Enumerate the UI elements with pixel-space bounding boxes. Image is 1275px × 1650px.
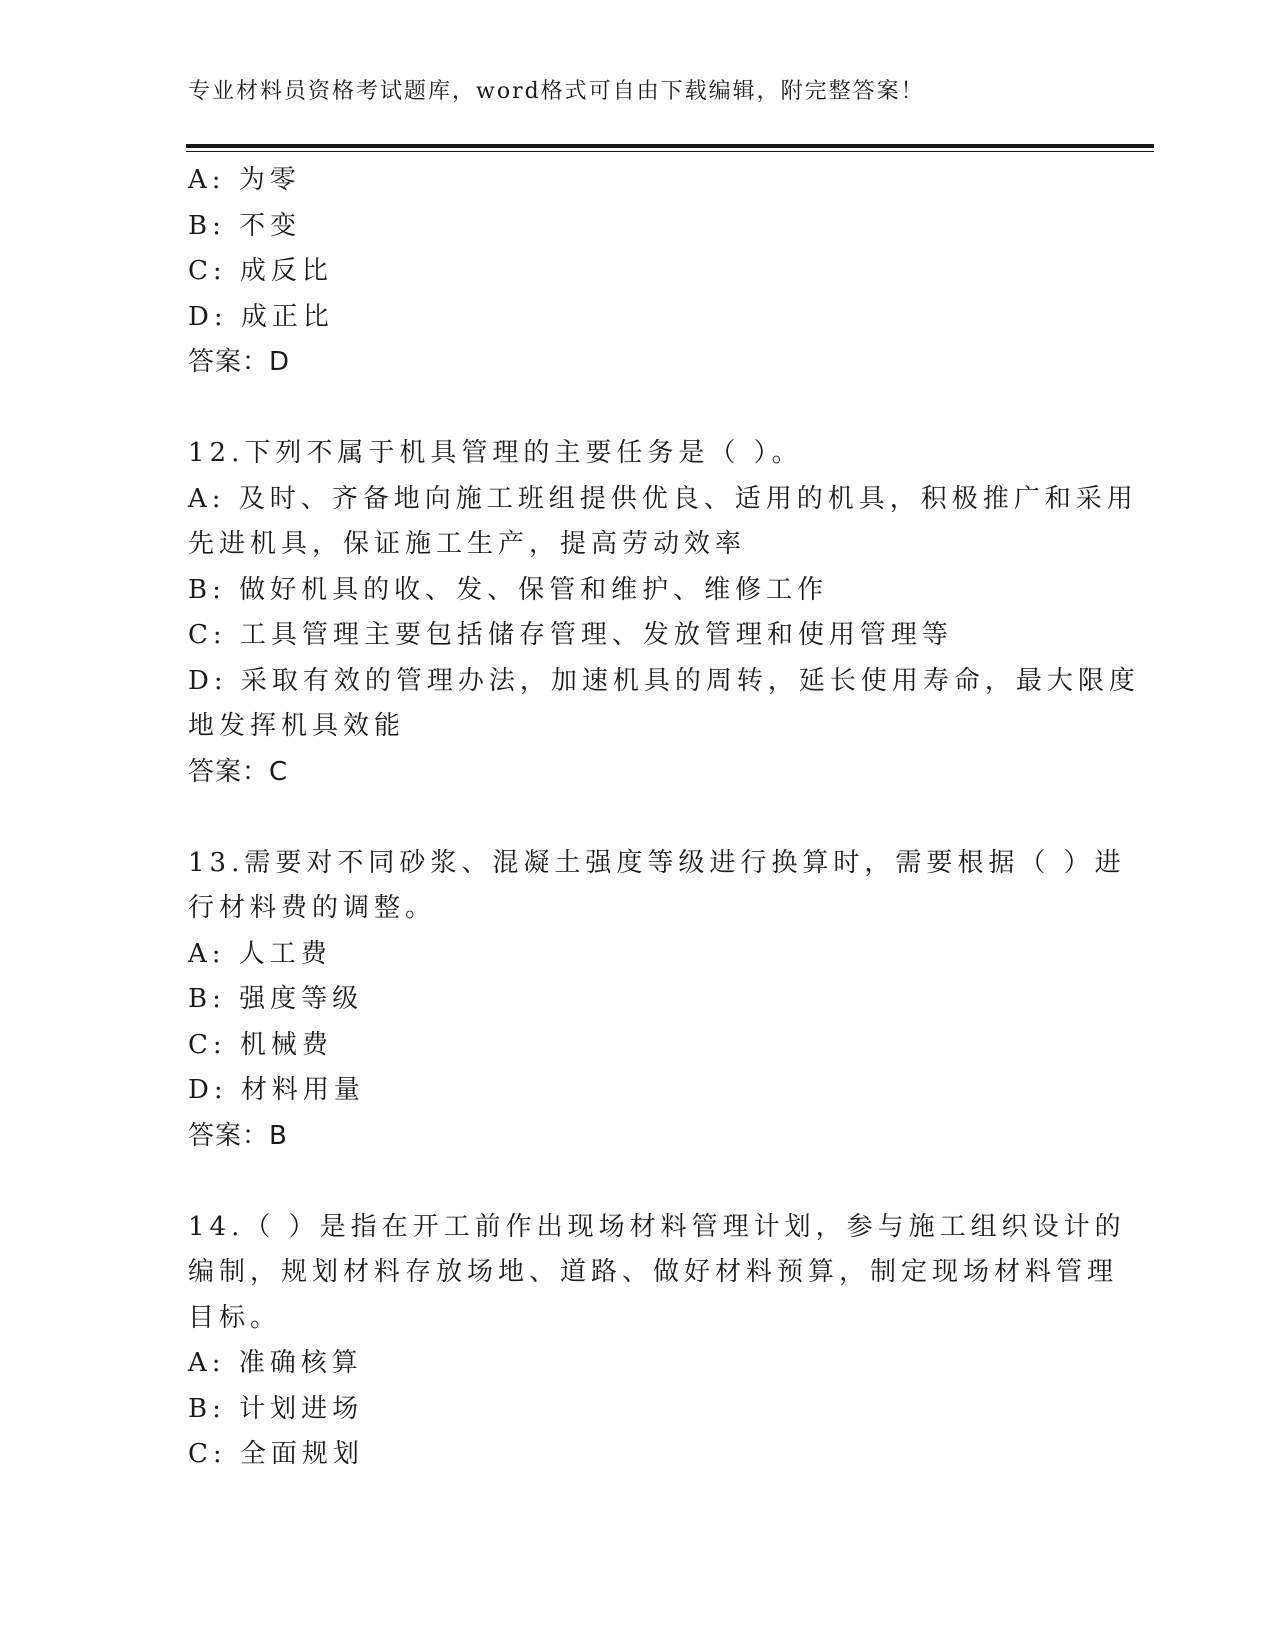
option-a: A: 为零 [188, 165, 301, 195]
option-c: C: 机械费 [188, 1029, 333, 1060]
answer-line: 答案：C [188, 756, 289, 787]
option-b: B: 计划进场 [188, 1393, 364, 1424]
option-b: B: 做好机具的收、发、保管和维护、维修工作 [188, 574, 829, 605]
question-11 [188, 158, 1088, 386]
option-d: D: 采取有效的管理办法，加速机具的周转，延长使用寿命，最大限度 [188, 665, 1140, 696]
question-14 [188, 1205, 1126, 1478]
option-a: A: 人工费 [188, 938, 332, 969]
question-stem: 13.需要对不同砂浆、混凝土强度等级进行换算时，需要根据（ ）进 [188, 847, 1126, 878]
question-stem-continued: 目标。 [188, 1302, 282, 1333]
option-c: C: 成反比 [188, 256, 333, 286]
question-stem: 14.（ ）是指在开工前作出现场材料管理计划，参与施工组织设计的 [188, 1211, 1126, 1242]
question-content [188, 158, 1140, 1478]
answer-line: 答案：D [188, 347, 291, 377]
question-gap [188, 386, 1088, 432]
question-stem-continued: 行材料费的调整。 [188, 893, 437, 923]
question-gap [188, 1159, 1088, 1205]
option-c: C: 工具管理主要包括储存管理、发放管理和使用管理等 [188, 620, 953, 650]
option-b: B: 强度等级 [188, 984, 364, 1014]
question-gap [188, 795, 1088, 841]
option-b: B: 不变 [188, 210, 302, 241]
header-rule-thin [186, 151, 1154, 152]
option-a: A: 及时、齐备地向施工班组提供优良、适用的机具，积极推广和采用 [188, 483, 1138, 514]
answer-line: 答案：B [188, 1120, 288, 1151]
option-d: D: 成正比 [188, 301, 334, 332]
option-d: D: 材料用量 [188, 1075, 365, 1105]
question-stem: 12.下列不属于机具管理的主要任务是（ ）。 [188, 438, 803, 468]
header-rule-thick [186, 144, 1154, 148]
option-d-continued: 地发挥机具效能 [188, 711, 406, 741]
question-12 [188, 431, 1140, 795]
question-13 [188, 841, 1126, 1160]
option-c: C: 全面规划 [188, 1439, 364, 1469]
option-a-continued: 先进机具，保证施工生产，提高劳动效率 [188, 529, 747, 559]
question-stem-continued: 编制，规划材料存放场地、道路、做好材料预算，制定现场材料管理 [188, 1257, 1119, 1287]
option-a: A: 准确核算 [188, 1348, 363, 1378]
page-header: 专业材料员资格考试题库，word格式可自由下载编辑，附完整答案！ [188, 79, 925, 104]
